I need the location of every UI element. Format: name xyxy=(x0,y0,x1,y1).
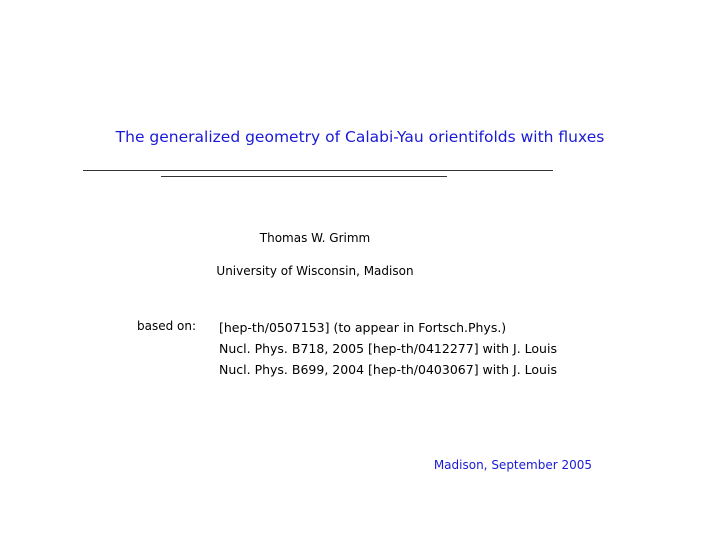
author-name: Thomas W. Grimm xyxy=(259,231,371,245)
author-affiliation: University of Wisconsin, Madison xyxy=(216,264,414,278)
footer-location-date: Madison, September 2005 xyxy=(433,458,592,472)
based-on-label: based on: xyxy=(137,319,197,333)
reference-item: [hep-th/0507153] (to appear in Fortsch.Phys.) xyxy=(219,320,507,335)
slide-title: The generalized geometry of Calabi-Yau orientifolds with fluxes xyxy=(115,128,605,146)
title-rule-short xyxy=(161,176,447,177)
reference-item: Nucl. Phys. B718, 2005 [hep-th/0412277] with J. Louis xyxy=(219,341,557,356)
title-rule-long xyxy=(83,170,553,171)
reference-item: Nucl. Phys. B699, 2004 [hep-th/0403067] with J. Louis xyxy=(219,362,557,377)
references-list xyxy=(219,317,557,380)
